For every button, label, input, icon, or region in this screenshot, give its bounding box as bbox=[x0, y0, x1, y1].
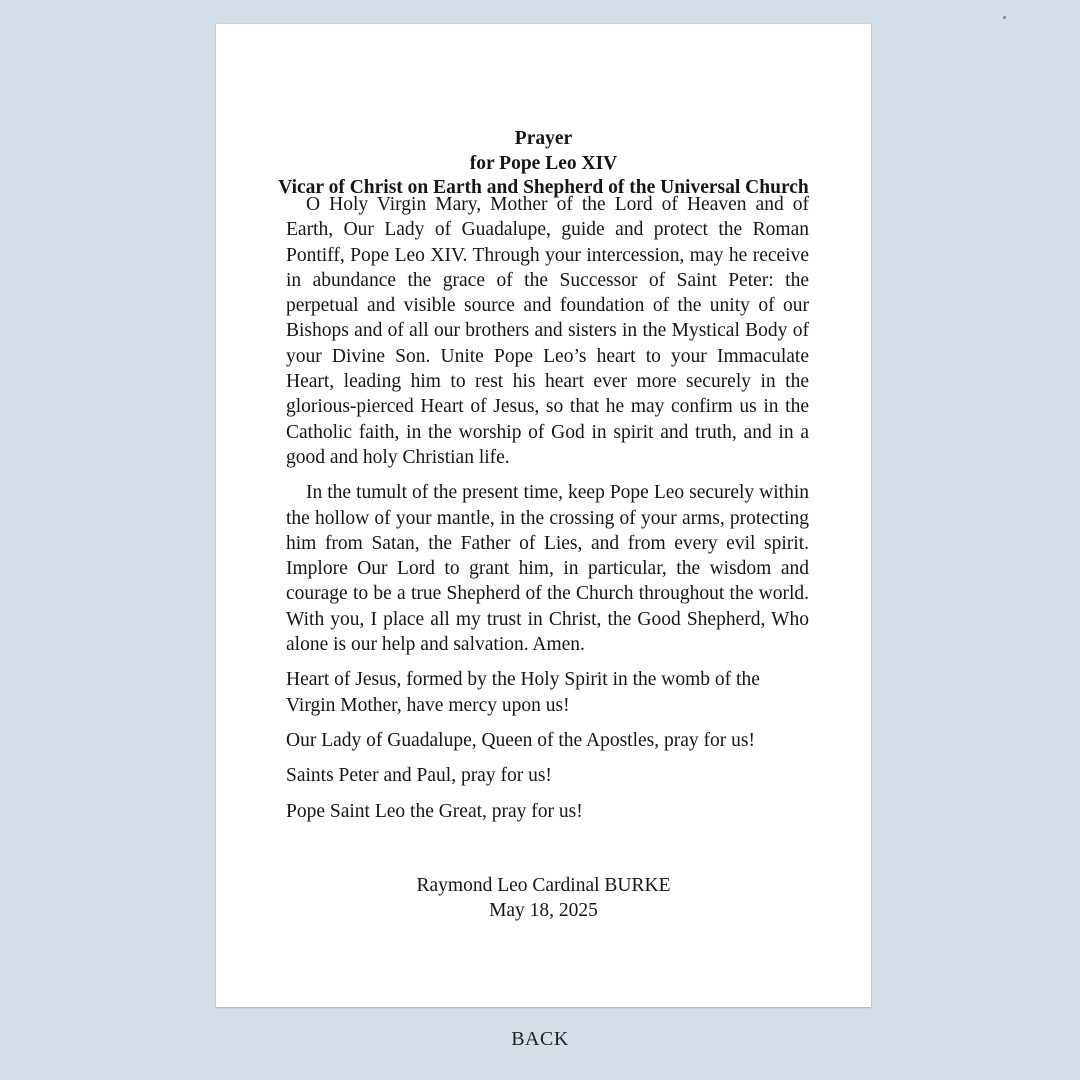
heading-subtitle: for Pope Leo XIV bbox=[469, 152, 618, 174]
signature-date: May 18, 2025 bbox=[489, 899, 598, 921]
prayer-heading bbox=[216, 127, 871, 201]
heading-dedication: Vicar of Christ on Earth and Shepherd of the Universal Church bbox=[278, 177, 809, 198]
prayer-paragraph-2: In the tumult of the present time, keep Pope Leo securely within the hollow of your mantle, in the crossing of your arms, protecting him from Satan, the Father of Lies, and from every evil spirit. Implore Our Lord to grant him, in particular, the wisdom and courage to be a true Shepherd of the Church throughout the world. With you, I place all my trust in Christ, the Good Shepherd, Who alone is our help and salvation. Amen. bbox=[286, 482, 809, 656]
invocation-our-lady: Our Lady of Guadalupe, Queen of the Apostles, pray for us! bbox=[286, 729, 755, 751]
invocation-heart-of-jesus: Heart of Jesus, formed by the Holy Spirit in the womb of the Virgin Mother, have mercy upon us! bbox=[286, 669, 760, 716]
background-speck bbox=[1003, 16, 1006, 19]
side-label: BACK bbox=[511, 1028, 569, 1050]
heading-title: Prayer bbox=[514, 128, 573, 149]
signature-name: Raymond Leo Cardinal BURKE bbox=[416, 875, 671, 896]
prayer-body bbox=[286, 192, 809, 824]
invocation-saints-peter-paul: Saints Peter and Paul, pray for us! bbox=[286, 765, 552, 787]
invocation-pope-saint-leo: Pope Saint Leo the Great, pray for us! bbox=[286, 800, 583, 822]
prayer-card bbox=[216, 24, 871, 1007]
signature-block bbox=[216, 874, 871, 923]
prayer-paragraph-1: O Holy Virgin Mary, Mother of the Lord of Heaven and of Earth, Our Lady of Guadalupe, guide and protect the Roman Pontiff, Pope Leo XIV. Through your intercession, may he receive in abundance the grace of the Successor of Saint Peter: the perpetual and visible source and foundation of the unity of our Bishops and of all our brothers and sisters in the Mystical Body of your Divine Son. Unite Pope Leo’s heart to your Immaculate Heart, leading him to rest his heart ever more securely in the glorious-pierced Heart of Jesus, so that he may confirm us in the Catholic faith, in the worship of God in spirit and truth, and in a good and holy Christian life. bbox=[286, 194, 809, 468]
